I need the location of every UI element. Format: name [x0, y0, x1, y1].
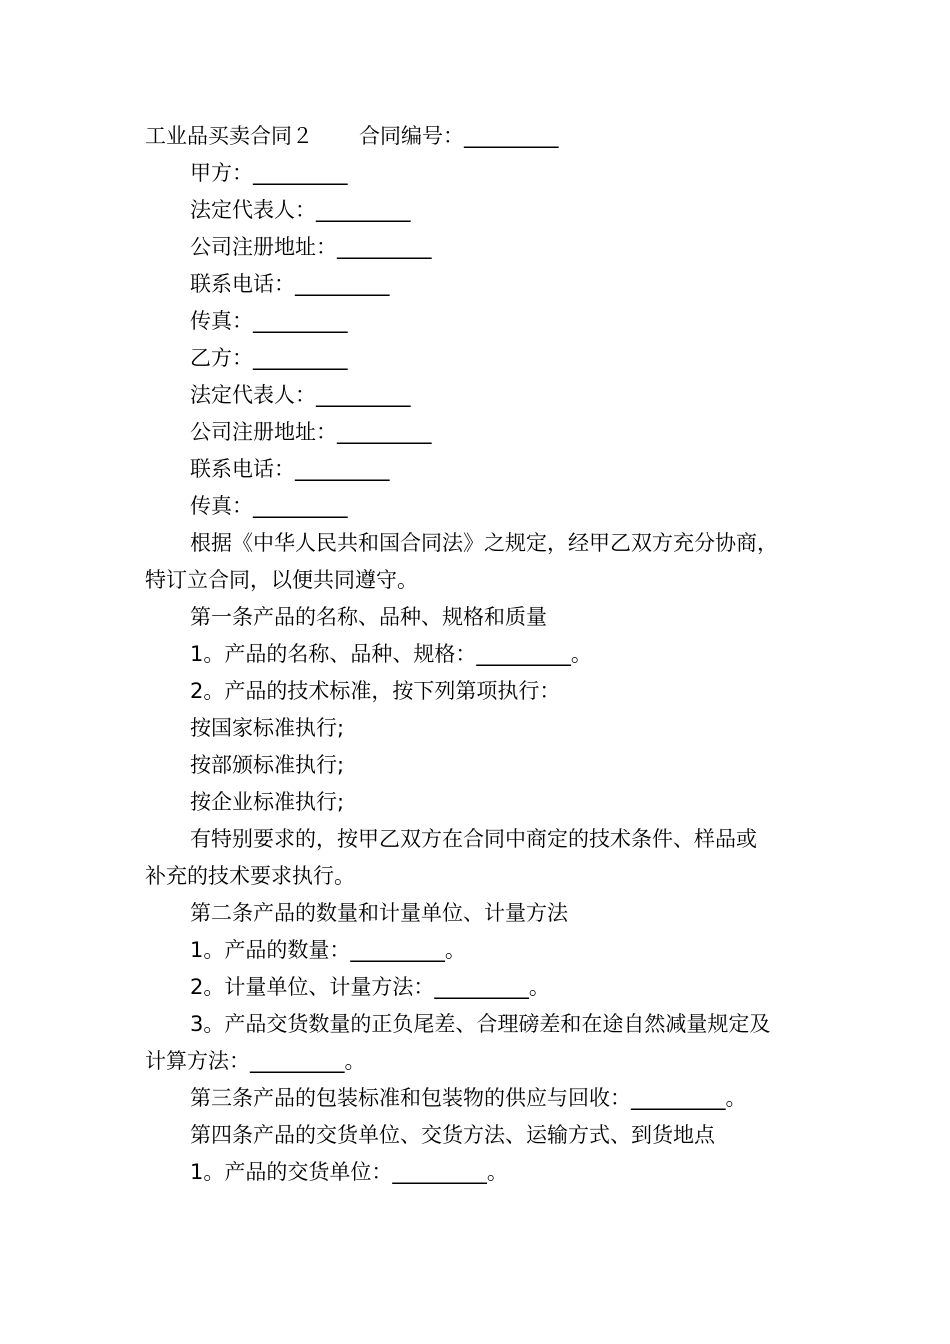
party-a-address: 公司注册地址：_________: [190, 235, 432, 259]
party-a-fax: 传真：_________: [190, 309, 348, 333]
article-1-option-national: 按国家标准执行;: [190, 716, 345, 740]
party-b-address: 公司注册地址：_________: [190, 420, 432, 444]
article-4-item-1: 1。产品的交货单位：_________。: [190, 1160, 508, 1184]
article-2-title: 第二条产品的数量和计量单位、计量方法: [190, 901, 568, 925]
article-1-option-ministry: 按部颁标准执行;: [190, 753, 345, 777]
party-a-representative: 法定代表人：_________: [190, 198, 411, 222]
article-1-title: 第一条产品的名称、品种、规格和质量: [190, 605, 547, 629]
article-1-special-line-1: 有特别要求的，按甲乙双方在合同中商定的技术条件、样品或: [190, 827, 757, 851]
document-header: [145, 118, 825, 155]
article-4-title: 第四条产品的交货单位、交货方法、运输方式、到货地点: [190, 1123, 715, 1147]
party-a-line: 甲方：_________: [190, 161, 348, 185]
article-1-option-enterprise: 按企业标准执行;: [190, 790, 345, 814]
article-2-item-1: 1。产品的数量：_________。: [190, 938, 466, 962]
basis-paragraph-line-1: 根据《中华人民共和国合同法》之规定，经甲乙双方充分协商，: [190, 531, 778, 555]
party-b-line: 乙方：_________: [190, 346, 348, 370]
party-b-fax: 传真：_________: [190, 494, 348, 518]
article-3: 第三条产品的包装标准和包装物的供应与回收：_________。: [190, 1086, 747, 1110]
article-2-item-3-line-1: 3。产品交货数量的正负尾差、合理磅差和在途自然减量规定及: [190, 1012, 771, 1036]
basis-paragraph-line-2: 特订立合同，以便共同遵守。: [145, 568, 418, 592]
party-a-phone: 联系电话：_________: [190, 272, 390, 296]
contract-body: [145, 118, 825, 1191]
party-b-phone: 联系电话：_________: [190, 457, 390, 481]
party-b-representative: 法定代表人：_________: [190, 383, 411, 407]
article-1-item-2: 2。产品的技术标准，按下列第项执行：: [190, 679, 561, 703]
article-1-item-1: 1。产品的名称、品种、规格：_________。: [190, 642, 592, 666]
article-2-item-2: 2。计量单位、计量方法：_________。: [190, 975, 550, 999]
contract-title: 工业品买卖合同２: [145, 124, 313, 148]
contract-number: 合同编号：_________: [359, 124, 559, 148]
article-2-item-3-line-2: 计算方法：_________。: [145, 1049, 366, 1073]
article-1-special-line-2: 补充的技术要求执行。: [145, 864, 355, 888]
